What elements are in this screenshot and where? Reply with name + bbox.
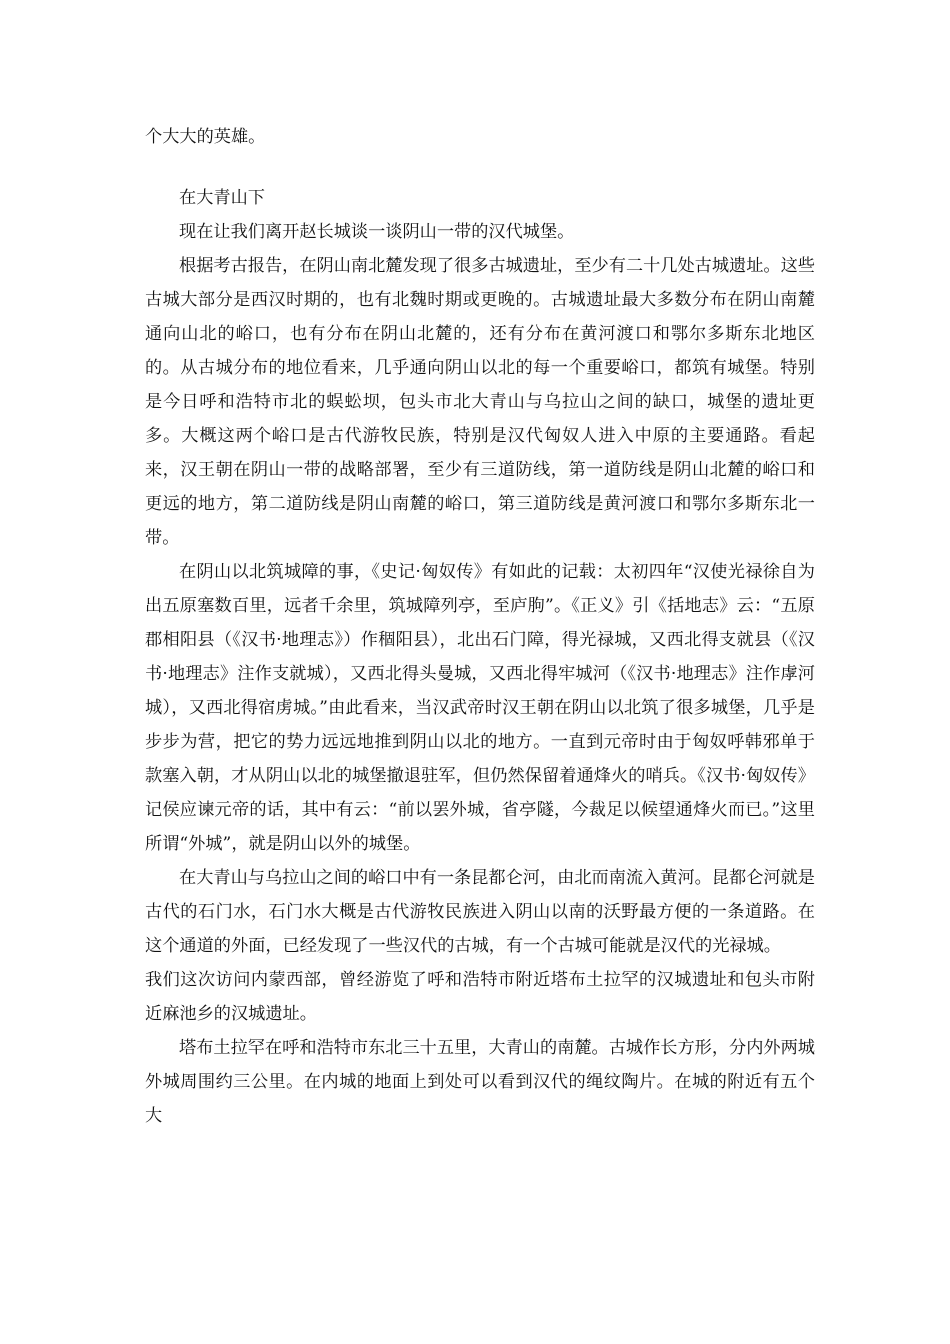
paragraph-records: 在阴山以北筑城障的事，《史记·匈奴传》有如此的记载：太初四年“汉使光禄徐自为出五原塞数百里，远者千余里，筑城障列亭，至庐朐”。《正义》引《括地志》云：“五原郡相阳县（《汉书·地理志》）作稒阳县），北出石门障，得光禄城，又西北得支就县（《汉书·地理志》注作支就城），又西北得头曼城，又西北得牢城河（《汉书·地理志》注作虖河城），又西北得宿虏城。”由此看来，当汉武帝时汉王朝在阴山以北筑了很多城堡，几乎是步步为营，把它的势力远远地推到阴山以北的地方。一直到元帝时由于匈奴呼韩邪单于款塞入朝，才从阴山以北的城堡撤退驻军，但仍然保留着通烽火的哨兵。《汉书·匈奴传》记侯应谏元帝的话，其中有云：“前以罢外城，省亭隧，今裁足以候望通烽火而已。”这里所谓“外城”，就是阴山以外的城堡。 [145,562,815,854]
paragraph-visit: 我们这次访问内蒙西部，曾经游览了呼和浩特市附近塔布土拉罕的汉城遗址和包头市附近麻池乡的汉城遗址。 [145,970,815,1024]
document-body [145,120,815,1133]
paragraph-kundulun-river: 在大青山与乌拉山之间的峪口中有一条昆都仑河，由北而南流入黄河。昆都仑河就是古代的石门水，石门水大概是古代游牧民族进入阴山以南的沃野最方便的一条道路。在这个通道的外面，已经发现了一些汉代的古城，有一个古城可能就是汉代的光禄城。 [145,868,815,956]
paragraph-tabutulahan: 塔布土拉罕在呼和浩特市东北三十五里，大青山的南麓。古城作长方形，分内外两城外城周围约三公里。在内城的地面上到处可以看到汉代的绳纹陶片。在城的附近有五个大 [145,1038,815,1126]
paragraph-intro: 现在让我们离开赵长城谈一谈阴山一带的汉代城堡。 [179,222,575,242]
section-heading: 在大青山下 [179,188,265,208]
paragraph-continuation: 个大大的英雄。 [145,127,266,147]
paragraph-archaeology: 根据考古报告，在阴山南北麓发现了很多古城遗址，至少有二十几处古城遗址。这些古城大部分是西汉时期的，也有北魏时期或更晚的。古城遗址最大多数分布在阴山南麓通向山北的峪口，也有分布在阴山北麓的，还有分布在黄河渡口和鄂尔多斯东北地区的。从古城分布的地位看来，几乎通向阴山以北的每一个重要峪口，都筑有城堡。特别是今日呼和浩特市北的蜈蚣坝，包头市北大青山与乌拉山之间的缺口，城堡的遗址更多。大概这两个峪口是古代游牧民族，特别是汉代匈奴人进入中原的主要通路。看起来，汉王朝在阴山一带的战略部署，至少有三道防线，第一道防线是阴山北麓的峪口和更远的地方，第二道防线是阴山南麓的峪口，第三道防线是黄河渡口和鄂尔多斯东北一带。 [145,256,815,548]
